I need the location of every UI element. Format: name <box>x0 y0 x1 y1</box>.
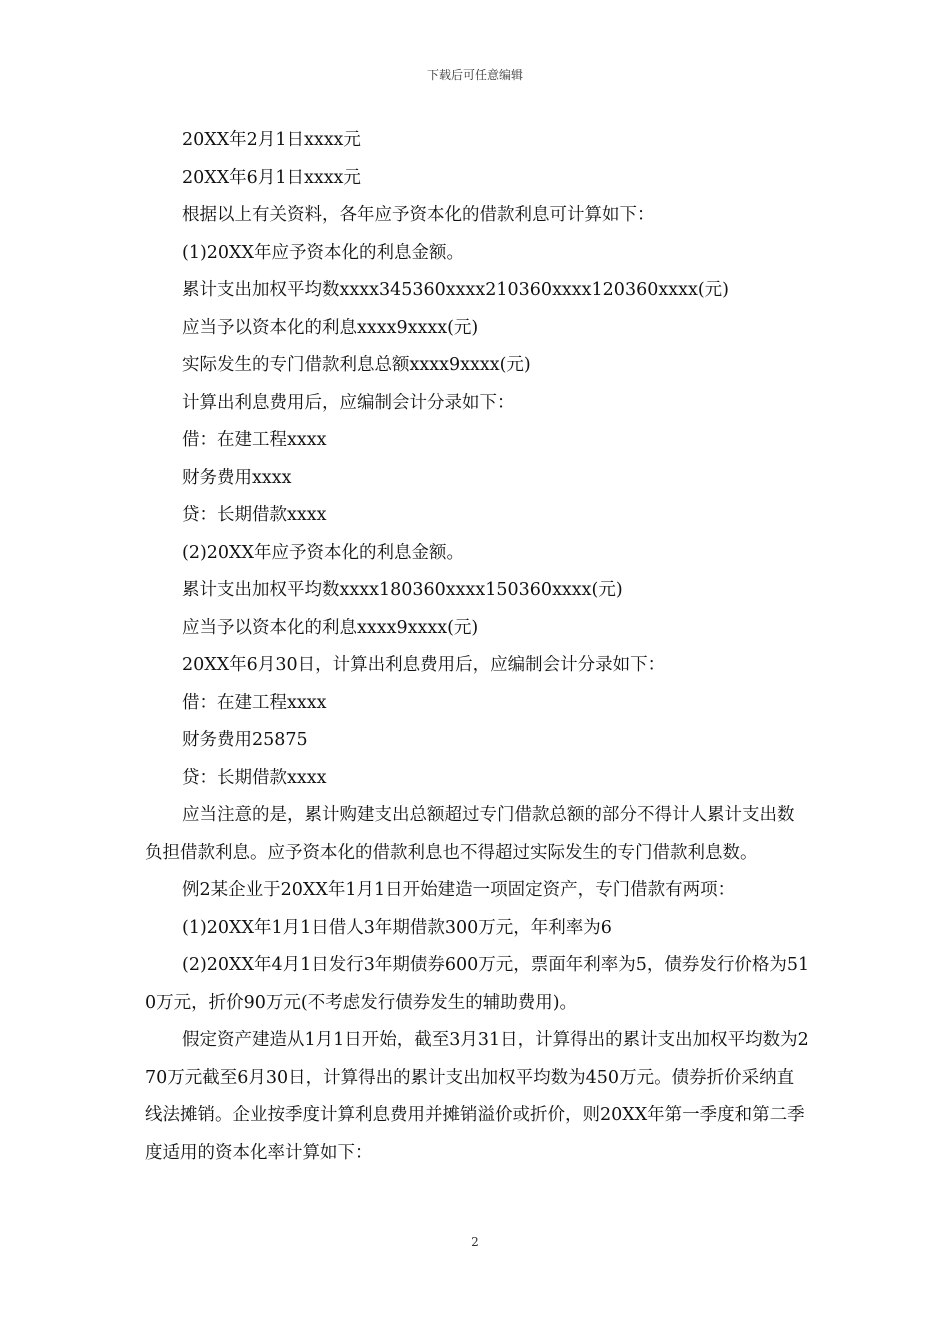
paragraph: 实际发生的专门借款利息总额xxxx9xxxx(元) <box>182 355 531 375</box>
paragraph: 贷：长期借款xxxx <box>182 767 327 788</box>
paragraph: 借：在建工程xxxx <box>182 692 327 713</box>
paragraph: 贷：长期借款xxxx <box>182 505 327 525</box>
document-body <box>145 122 810 1172</box>
paragraph: 应当予以资本化的利息xxxx9xxxx(元) <box>182 617 479 638</box>
page-header: 下载后可任意编辑 <box>426 68 523 82</box>
paragraph: 计算出利息费用后，应编制会计分录如下： <box>182 392 515 413</box>
paragraph: 20XX年2月1日xxxx元 <box>182 130 361 150</box>
paragraph: 财务费用25875 <box>182 730 308 750</box>
page-number: 2 <box>471 1235 479 1249</box>
paragraph: 累计支出加权平均数xxxx180360xxxx150360xxxx(元) <box>182 580 623 600</box>
paragraph: (2)20XX年4月1日发行3年期债券600万元，票面年利率为5，债券发行价格为510万元，折价90万元(不考虑发行债券发生的辅助费用)。 <box>145 955 810 1013</box>
paragraph: 20XX年6月1日xxxx元 <box>182 167 361 188</box>
paragraph: 假定资产建造从1月1日开始，截至3月31日，计算得出的累计支出加权平均数为270万元截至6月30日，计算得出的累计支出加权平均数为450万元。债券折价采纳直线法摊销。企业按季度计算利息费用并摊销溢价或折价，则20XX年第一季度和第二季度适用的资本化率计算如下： <box>145 1030 809 1163</box>
paragraph: 根据以上有关资料，各年应予资本化的借款利息可计算如下： <box>182 205 655 225</box>
paragraph: (1)20XX年1月1日借人3年期借款300万元，年利率为6 <box>182 917 612 938</box>
paragraph: 20XX年6月30日，计算出利息费用后，应编制会计分录如下： <box>182 655 666 675</box>
paragraph: (2)20XX年应予资本化的利息金额。 <box>182 542 464 563</box>
paragraph: 累计支出加权平均数xxxx345360xxxx210360xxxx120360xxxx(元) <box>182 280 729 300</box>
paragraph: 财务费用xxxx <box>182 467 292 488</box>
paragraph: (1)20XX年应予资本化的利息金额。 <box>182 242 464 263</box>
paragraph: 例2某企业于20XX年1月1日开始建造一项固定资产，专门借款有两项： <box>182 880 736 900</box>
paragraph: 应当予以资本化的利息xxxx9xxxx(元) <box>182 317 479 338</box>
paragraph: 应当注意的是，累计购建支出总额超过专门借款总额的部分不得计人累计支出数负担借款利息。应予资本化的借款利息也不得超过实际发生的专门借款利息数。 <box>145 805 795 863</box>
paragraph: 借：在建工程xxxx <box>182 430 327 450</box>
